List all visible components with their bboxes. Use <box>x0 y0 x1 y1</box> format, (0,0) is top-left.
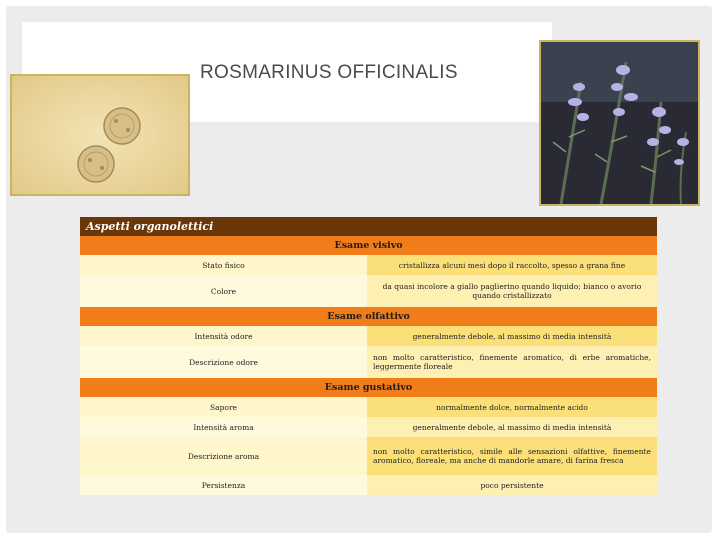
slide-title: ROSMARINUS OFFICINALIS <box>200 62 458 83</box>
table-header-row <box>80 217 657 236</box>
table-row <box>80 417 657 437</box>
table-row <box>80 326 657 346</box>
row-label: Intensità aroma <box>80 417 367 437</box>
row-value: cristallizza alcuni mesi dopo il raccolto, spesso a grana fine <box>367 255 657 275</box>
rosemary-flowers-image <box>539 40 700 206</box>
row-label: Stato fisico <box>80 255 367 275</box>
table-row <box>80 255 657 275</box>
row-label: Intensità odore <box>80 326 367 346</box>
section-header-row <box>80 307 657 326</box>
row-value: da quasi incolore a giallo paglierino quando liquido; bianco o avorio quando cristallizzato <box>367 275 657 307</box>
section-title-olfattivo: Esame olfattivo <box>80 307 657 326</box>
row-label: Descrizione odore <box>80 346 367 378</box>
table-header: Aspetti organolettici <box>80 217 657 236</box>
row-value: non molto caratteristico, finemente aromatico, di erbe aromatiche, leggermente floreale <box>367 346 657 378</box>
section-title-gustativo: Esame gustativo <box>80 378 657 397</box>
row-value: non molto caratteristico, simile alle sensazioni olfattive, finemente aromatico, floreale, ma anche di mandorle amare, di farina fresca <box>367 437 657 475</box>
section-title-visivo: Esame visivo <box>80 236 657 255</box>
table-row <box>80 346 657 378</box>
pollen-micrograph-image <box>10 74 190 196</box>
row-value: poco persistente <box>367 475 657 495</box>
table-row <box>80 397 657 417</box>
table-row <box>80 475 657 495</box>
row-value: normalmente dolce, normalmente acido <box>367 397 657 417</box>
row-label: Sapore <box>80 397 367 417</box>
organoleptic-table <box>80 217 657 495</box>
row-label: Descrizione aroma <box>80 437 367 475</box>
table-row <box>80 437 657 475</box>
section-header-row <box>80 378 657 397</box>
table-row <box>80 275 657 307</box>
section-header-row <box>80 236 657 255</box>
row-value: generalmente debole, al massimo di media intensità <box>367 326 657 346</box>
row-label: Persistenza <box>80 475 367 495</box>
row-value: generalmente debole, al massimo di media intensità <box>367 417 657 437</box>
row-label: Colore <box>80 275 367 307</box>
